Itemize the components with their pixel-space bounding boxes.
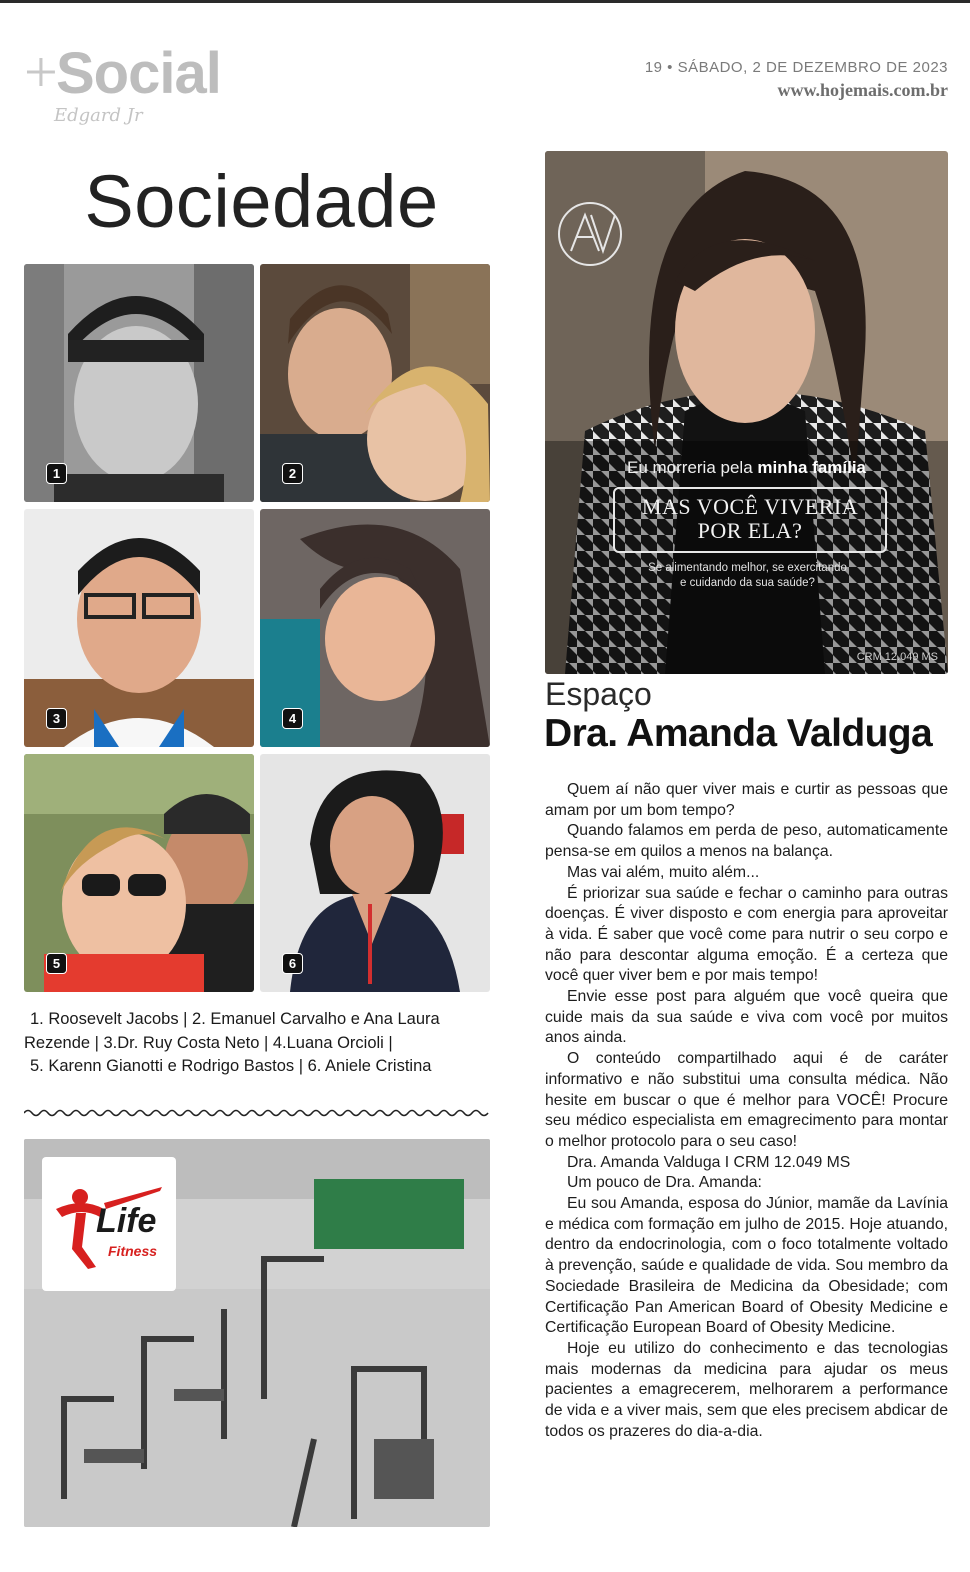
photo-2[interactable]	[260, 264, 490, 502]
ad-question-line: MAS VOCÊ VIVERIA	[641, 494, 859, 519]
logo-fitness-text: Fitness	[108, 1243, 158, 1259]
brand-word: Social	[56, 41, 221, 106]
photo-number-badge: 5	[46, 953, 67, 974]
photo-caption	[24, 1008, 494, 1079]
photo-1[interactable]	[24, 264, 254, 502]
caption-line: 5. Karenn Gianotti e Rodrigo Bastos | 6. Aniele Cristina	[30, 1057, 432, 1075]
photo-number-badge: 2	[282, 463, 303, 484]
article-body	[545, 780, 948, 1443]
article-paragraph: Hoje eu utilizo do conhecimento e das tecnologias mais modernas da medicina para ajudar os meus pacientes a emagrecerem, melhorarem a performance de vida e a viver mais, sem que eles precisem abdicar de todos os prazeres do dia-a-dia.	[545, 1339, 948, 1440]
article-paragraph: Envie esse post para alguém que você queira que cuide mais da sua saúde e viva com você por muitos anos ainda.	[545, 988, 948, 1047]
ad-crm: CRM 12.049 MS	[856, 651, 938, 663]
article-headline: Dra. Amanda Valduga	[544, 712, 933, 755]
photo-6[interactable]	[260, 754, 490, 992]
ad-question-box	[613, 487, 887, 553]
gym-advertisement[interactable]	[24, 1139, 490, 1527]
wavy-divider	[24, 1106, 490, 1120]
photo-number-badge: 4	[282, 708, 303, 729]
logo-life-text: Life	[96, 1202, 157, 1240]
article-paragraph: É priorizar sua saúde e fechar o caminho para outras doenças. É viver disposto e com energia para aproveitar à vida. É saber que você come para nutrir o seu corpo e não para descontar alguma emoção. É a certeza que você quer viver bem e por mais tempo!	[545, 884, 948, 985]
article-paragraph: Um pouco de Dra. Amanda:	[567, 1174, 762, 1192]
photo-3[interactable]	[24, 509, 254, 747]
ad-tagline-prefix: Eu morreria pela	[626, 458, 758, 477]
ad-subtext-line: e cuidando da sua saúde?	[680, 577, 815, 589]
life-fitness-logo	[42, 1157, 176, 1291]
website-link[interactable]: www.hojemais.com.br	[777, 80, 948, 100]
photo-5[interactable]	[24, 754, 254, 992]
article-paragraph: Dra. Amanda Valduga I CRM 12.049 MS	[567, 1153, 851, 1171]
article-paragraph: Mas vai além, muito além...	[567, 863, 760, 881]
av-monogram-icon	[555, 199, 625, 269]
ad-subtext-line: Se alimentando melhor, se exercitando	[648, 562, 847, 574]
photo-number-badge: 1	[46, 463, 67, 484]
article-paragraph: Quando falamos em perda de peso, automaticamente pensa-se em quilos a menos na balança.	[545, 822, 948, 861]
caption-line: Rezende | 3.Dr. Ruy Costa Neto | 4.Luana Orcioli |	[24, 1033, 393, 1052]
brand-plus: +	[24, 39, 58, 105]
ad-tagline-bold: minha família	[757, 458, 867, 477]
article-paragraph: Eu sou Amanda, esposa do Júnior, mamãe da Lavínia e médica com formação em julho de 2015. Hoje atuando, dentro da endocrinologia, com o foco totalmente voltado à prevenção, saúde e qualidade de vida. Sou membro da Sociedade Brasileira de Medicina da Obesidade; com Certificação Pan American Board of Obesity Medicine e Certificação European Board of Obesity Medicine.	[545, 1195, 948, 1337]
ad-subtext	[605, 561, 890, 591]
edition-line: 19 • SÁBADO, 2 DE DEZEMBRO DE 2023	[644, 59, 948, 76]
article-kicker: Espaço	[545, 676, 652, 712]
ad-question-line: POR ELA?	[697, 518, 803, 543]
article-paragraph: O conteúdo compartilhado aqui é de caráter informativo e não substitui uma consulta médica. Não hesite em buscar o que é melhor para VOCÊ! Procure seu médico especialista em emagrecimento para montar o melhor protocolo para o seu caso!	[545, 1050, 948, 1150]
doctor-advertisement[interactable]	[545, 151, 948, 674]
brand-signature: Edgard Jr	[54, 105, 143, 126]
photo-number-badge: 3	[46, 708, 67, 729]
caption-line: 1. Roosevelt Jacobs | 2. Emanuel Carvalho e Ana Laura	[30, 1010, 440, 1028]
ad-tagline	[545, 457, 948, 479]
top-rule	[0, 0, 970, 3]
photo-4[interactable]	[260, 509, 490, 747]
photo-number-badge: 6	[282, 953, 303, 974]
section-title: Sociedade	[84, 160, 439, 243]
article-paragraph: Quem aí não quer viver mais e curtir as pessoas que amam por um bom tempo?	[545, 781, 948, 819]
